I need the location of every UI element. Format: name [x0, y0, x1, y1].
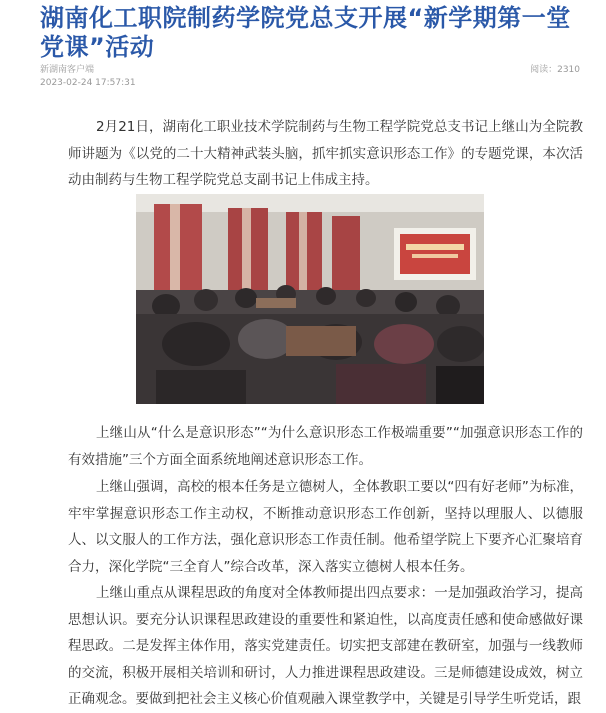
article-title: 湖南化工职院制药学院党总支开展“新学期第一堂党课”活动	[40, 4, 571, 61]
paragraph-3: 上继山强调，高校的根本任务是立德树人，全体教职工要以“四有好老师”为标准，牢牢掌握意识形态工作主动权，不断推动意识形态工作创新，坚持以理服人、以德服人、以文服人的工作方法，强化意识形态工作责任制。他希望学院上下要齐心汇聚培育合力，深化学院“三全育人”综合改革，深入落实立德树人根本任务。	[68, 479, 583, 575]
view-count: 阅读：2310	[530, 65, 580, 75]
article-photo	[136, 194, 484, 404]
paragraph-2: 上继山从“什么是意识形态”“为什么意识形态工作极端重要”“加强意识形态工作的有效措施”三个方面全面系统地阐述意识形态工作。	[68, 425, 583, 468]
meeting-room-image	[136, 194, 484, 404]
article-source[interactable]: 新湖南客户端	[40, 65, 95, 75]
paragraph-4: 上继山重点从课程思政的角度对全体教师提出四点要求：一是加强政治学习，提高思想认识。要充分认识课程思政建设的重要性和紧迫性，以高度责任感和使命感做好课程思政。二是发挥主体作用，落实党建责任。切实把支部建在教研室，加强与一线教师的交流，积极开展相关培训和研讨，人力推进课程思政建设。三是师德建设成效，树立正确观念。要做到把社会主义核心价值观融入课堂教学中，关键是引导学生听党话，跟	[68, 585, 583, 707]
article-meta	[40, 64, 580, 90]
article-date: 2023-02-24 17:57:31	[40, 78, 136, 88]
paragraph-1: 2月21日，湖南化工职业技术学院制药与生物工程学院党总支书记上继山为全院教师讲题为《以党的二十大精神武装头脑，抓牢抓实意识形态工作》的专题党课，本次活动由制药与生物工程学院党总支副书记上伟成主持。	[68, 119, 583, 188]
